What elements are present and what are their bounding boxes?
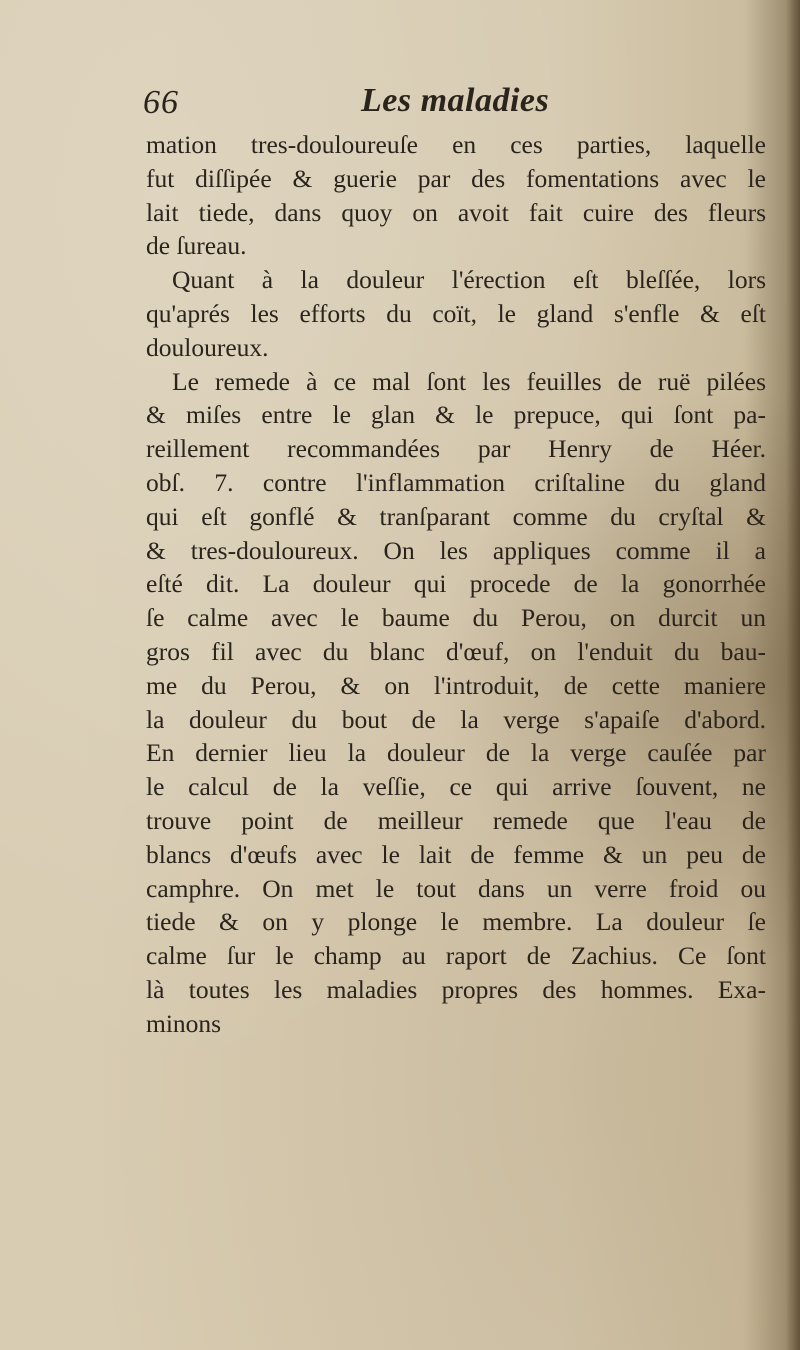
text-line: qu'aprés les efforts du coït, le gland s'enfle & eſt xyxy=(146,298,766,328)
text-line: le calcul de la veſſie, ce qui arrive ſouvent, ne xyxy=(146,772,766,802)
text-line: En dernier lieu la douleur de la verge cauſée par xyxy=(146,738,766,768)
text-line: ſe calme avec le baume du Perou, on durcit un xyxy=(146,603,766,633)
running-title: Les maladies xyxy=(361,82,550,119)
text-line: tiede & on y plonge le membre. La douleur ſe xyxy=(146,907,766,937)
text-line: Quant à la douleur l'érection eſt bleſſée, lors xyxy=(172,265,766,295)
text-line: blancs d'œufs avec le lait de femme & un peu de xyxy=(146,839,766,869)
text-line: minons xyxy=(146,1008,222,1038)
text-line: trouve point de meilleur remede que l'eau de xyxy=(146,805,766,835)
body-text xyxy=(146,128,766,1041)
text-line: & miſes entre le glan & le prepuce, qui ſont pa- xyxy=(146,400,766,430)
page-spine-shadow xyxy=(786,0,800,1350)
text-line: eſté dit. La douleur qui procede de la gonorrhée xyxy=(146,569,766,599)
text-line: calme ſur le champ au raport de Zachius. Ce ſont xyxy=(146,941,766,971)
text-line: Le remede à ce mal ſont les feuilles de ruë pilées xyxy=(172,366,766,396)
text-line: reillement recommandées par Henry de Héer. xyxy=(146,434,766,464)
page-number: 66 xyxy=(143,84,179,121)
text-line: lait tiede, dans quoy on avoit fait cuire des fleurs xyxy=(146,197,766,227)
text-line: douloureux. xyxy=(146,332,269,362)
text-line: obſ. 7. contre l'inflammation criſtaline du gland xyxy=(146,467,766,497)
text-line: me du Perou, & on l'introduit, de cette maniere xyxy=(146,670,766,700)
text-line: fut diſſipée & guerie par des fomentations avec le xyxy=(146,163,766,193)
text-line: gros fil avec du blanc d'œuf, on l'enduit du bau- xyxy=(146,636,766,666)
text-line: mation tres-douloureuſe en ces parties, laquelle xyxy=(146,130,766,159)
page-header xyxy=(143,80,593,126)
text-line: là toutes les maladies propres des hommes. Exa- xyxy=(146,974,766,1004)
text-line: & tres-douloureux. On les appliques comme il a xyxy=(146,535,766,565)
text-line: de ſureau. xyxy=(146,231,247,261)
text-line: camphre. On met le tout dans un verre froid ou xyxy=(146,873,766,903)
text-line: qui eſt gonflé & tranſparant comme du cryſtal & xyxy=(146,501,766,531)
text-line: la douleur du bout de la verge s'apaiſe d'abord. xyxy=(146,704,766,734)
